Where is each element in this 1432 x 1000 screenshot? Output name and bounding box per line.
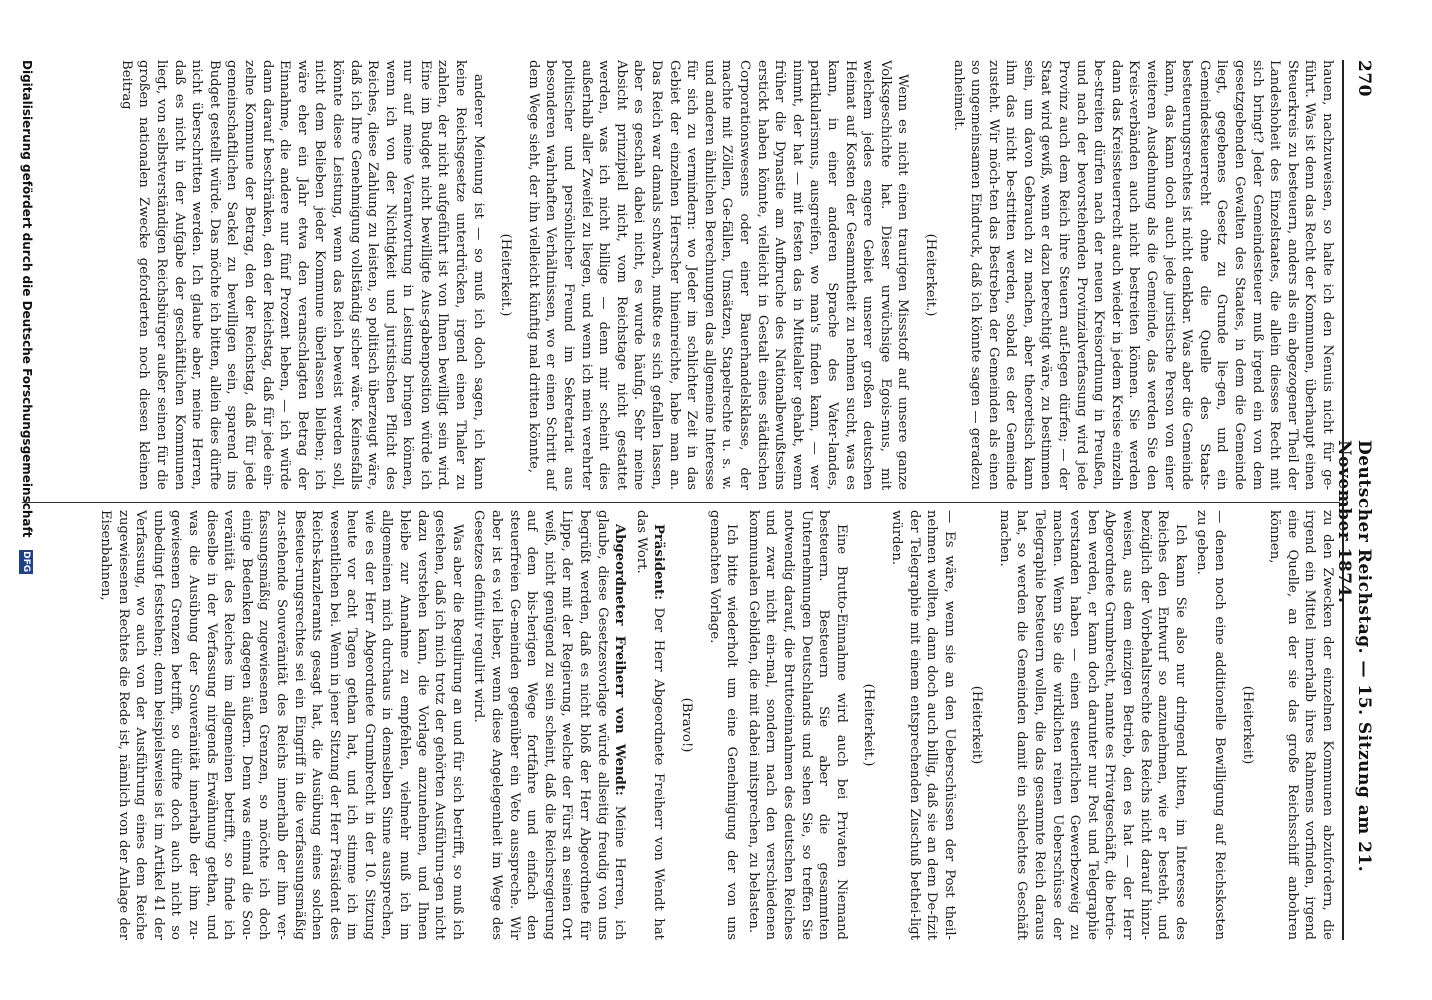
paragraph: hauen, nachzuweisen, so halte ich den Nenuis nicht für ge-führt. Was ist denn das Recht der Kommunen, überhaupt einen Steuerkreis zu besteuern, anders als ein abgezogener Theil der Landeshoheit des Einzelstaates, die allein diesses Recht mit sich bringt? Jeder Gemeindesteuer muß irgend ein von dem gesetzgebenden Gewalten des Staates, in dem die Gemeinde liegt, gegebenes Gesetz zu Grunde lie-gen, und ein Gemeindesteuerrecht ohne die Quelle des Staats-besteuerungsrechtes ist nicht denkbar. Was aber die Gemeinde kann, das kann doch auch jede juristische Person von einer weiteren Ausdehnung als die Gemeinde, das werden Sie den Kreis-verbänden auch nicht bestreiten können. Sie werden dann das Kreissteuerrecht auch wieder in jedem Kreise einzeln be-streiten dürfen nach der neuen Kreisordnung in Preußen, und nach der bevorstehenden Provinzialverfassung wird jede Provinz auch dem Reich ihre Steuern auf-legen dürfen; — der Staat wird gewiß, wenn er dazu berechtigt wäre, zu bestimmen sein, um davon Gebrauch zu machen, aber theoretisch kann ihm das nicht be-stritten werden, sobald es der Gemeinde zusteht. Wir möch-ten das Bestreben der Gemeinden als einen so ungemeinsamen Eindruck, daß ich könnte sagen — geradezu anheimelt.	[950, 60, 1335, 490]
stage-direction: (Bravo!)	[679, 697, 694, 753]
footer-text: Digitalisierung gefördert durch die Deutsche Forschungsgemeinschaft	[20, 60, 34, 538]
paragraph: zu den Zwecken der einzelnen Kommunen abzufordern, die irgend ein Mittel innerhalb ihres Rahmens vorfinden, irgend eine Quelle, an der sie das große Reichsschiff anbohren können,	[1267, 510, 1335, 940]
header-rule	[1342, 60, 1344, 940]
paragraph	[470, 510, 628, 940]
stage-direction: (Heiterkeit)	[969, 685, 985, 765]
speech-text: Meine Herren, ich glaube, diese Gesetzesvorlage würde allseitig freudig von uns begrüßt werden, daß es nicht bloß der Herr Abgeordnete für Lippe, der mit der Regierung, welche der Fürst an seinen Ort weiß, nicht genügend zu sein scheint, daß die Reichsregierung auf dem bis-herigen Wege fortfahre und einfach den steuerfreien Ge-meinden gegenüber ein Veto ausspreche. Wir aber ist es viel lieber, wenn diese Angelegenheit im Wege des Gesetzes definitiv regulirt wird.	[471, 510, 628, 940]
page-number: 270	[1354, 60, 1374, 97]
speaker-name: Abgeordneter Freiherr von Wendt:	[612, 524, 628, 796]
paragraph: — Es wäre, wenn sie an den Ueberschüssen der Post theil-nehmen wollten, dann doch auch billig, daß sie an dem De-fizit der Telegraphie mit einem entsprechenden Zuschuß bethei-ligt würden.	[888, 510, 957, 940]
paragraph: Ich kann Sie also nur dringend bitten, im Interesse des Reiches den Entwurf so anzunehmen, wie er besteht, und bezüglich der Vorbehaltsrechte des Reichs nicht darauf hinzu-weisen, aus dem einzigen Betrieb, den es hat — der Herr Abgeordnete Grumbrecht, nannte es Privatgeschäft, die betrie-ben werden, er kann doch darunter nur Post und Telegraphie verstanden haben — einen steuerlichen Gewerbezweig zu machen. Wenn Sie die wirklichen reinen Ueberschüsse der Telegraphie besteuern wollen, die das gesammte Reich daraus hat, so werden die Gemeinden damit ein schlechtes Geschäft machen.	[996, 510, 1188, 940]
speaker-name: Präsident:	[651, 524, 667, 601]
right-column	[92, 510, 1336, 940]
column-divider	[22, 502, 1340, 503]
dfg-logo: DFG	[21, 551, 32, 573]
stage-direction: (Heiterkeit.)	[861, 683, 877, 767]
paragraph	[632, 510, 667, 940]
paragraph: Ich bitte wiederholt um eine Genehmigung der von uns gemachten Vorlage.	[706, 510, 740, 940]
paragraph: Wenn es nicht einen traurigen Missstoff auf unsere ganze Volksgeschichte hat. Dieser urwüchsige Egois-mus, mit welchem jedes engere Gebiet unserer großen deutschen Heimat auf Kosten der Gesammtheit zu nehmen sucht, was es kann, in einer anderen Sprache des Vater-landes, partikularismus, ausgreifen, wo man's finden kann, — wer nimmt, der hat — mit festen das in Mittelalter gehabt, wenn früher die Dynastie am Aufbruche des Nationalbewußtseins erstickt haben könnte, vielleicht in Gestalt eines städtischen Corporationswesens oder einer Bauerhandelsklasse, der machte mit Zöllen, Ge-fällen, Umsätzen, Stapelrechte u. s. w. und anderen ähnlichen Berechnungen das allgemeine Interesse für sich zu vermindern: wo Jeder im schlichter Zeit in das Gebiet der einzelnen Herrscher hineinreichte, habe man an. Das Reich war damals schwach, mußte es sich gefallen lassen, aber es geschah dabei nicht, es wurde häufig. Sehr meine Absicht prinzipiell nicht, vom Reichstage nicht gestattet werden, was ich nicht billige — denn mir scheint dies außerhalb aller Zweifel zu liegen, und wenn ich mein verehrter politischer und persönlicher Freund im Sekretariat aus besonderen wahrhaften Verhältnissen, wo er einen Schritt auf dem Wege sieht, der ihn vielleicht künftig mal dritten könnte,	[525, 60, 911, 490]
paragraph: Eine Brutto-Einnahme wird auch bei Privaten Niemand besteuern. Besteuern Sie aber die gesammten Unternehmungen Deutschlands und sehen Sie, so treffen Sie notwendig darauf, die Bruttoeinnahmen des deutschen Reiches und zwar nicht ein-mal, sondern nach den verschiedenen kommunalen Gebilden, die mit dabei mitsprechen, zu belasten.	[745, 510, 849, 940]
left-column	[113, 60, 1336, 490]
speech-text: Der Herr Abgeordnete Freiherr von Wendt hat das Wort.	[633, 510, 667, 940]
paragraph: — denen noch eine additionelle Bewilligung auf Reichskosten zu geben.	[1194, 510, 1228, 940]
page-title: Deutscher Reichstag. — 15. Sitzung am 21. November 1874.	[1334, 440, 1374, 873]
paragraph: Was aber die Regulirung an und für sich betrifft, so muß ich gestehen, daß ich mich trotz der gehörten Ausführun-gen nicht dazu verstehen kann, die Vorlage anzunehmen, und Ihnen bleibe zur Annahme zu empfehlen, vielmehr muß ich im allgemeinen mich durchaus in demselben Sinne aussprechen, wie es der Herr Abgeordnete Grumbrecht in der 10. Sitzung heute vor acht Tagen gethan hat, und ich stimme ich im wesentlichen bei. Wenn in jener Sitzung der Herr Präsident des Reichs-kanzleramts gesagt hat, die Ausübung eines solchen Besteue-rungsrechtes sei ein Eingriff in die verfassungsmäßig zu-stehende Souveränität des Reichs innerhalb der ihm ver-fassungsmäßig zugewiesenen Grenzen, so möchte ich doch einige Bedenken dagegen äußern. Denn was einmal die Sou-veränität des Reiches im allgemeinen betrifft, so finde ich dieselbe in der Verfassung nirgends Erwähnung gethan, und was die Ausübung der Souveränität innerhalb der ihm zu-gewiesenen Grenzen betrifft, so dürfte doch auch nicht so unbedingt feststehen; denn beispielsweise ist im Artikel 41 der Verfassung, wo auch von der Ausführung eines dem Reiche zugewiesenen Rechtes die Rede ist, nämlich von der Anlage der Eisenbahnen,	[98, 510, 465, 940]
page-header	[1334, 60, 1374, 940]
paragraph: anderer Meinung ist — so muß ich doch sagen, ich kann keine Reichsgesetze unterdrücken, irgend einen Thaler zu zahlen, der nicht aufgeführt ist von Ihnen bewilligt sein wird. Eine im Budget nicht bewilligte Aus-gabenposition würde ich nur auf meine Verantwortung in Leistung bringen können, wenn ich von der Nichtigkeit und juristischen Pflicht des Reiches, diese Zahlung zu leisten, so politisch überzeugt wäre, daß ich Ihre Genehmigung vollständig sicher wäre. Keinesfalls könnte diese Leistung, wenn das Reich beweist werden soll, nicht dem Belieben jeder Kommune überlassen bleiben; ich wäre eher ein Jahr etwa den veranschlagten Betrag der Einnahme, die andere nur fünf Prozent heben, — ich würde dann darauf beschränken, den der Reichstag, daß für jede ein-zelne Kommune der Betrag, den der Reichstag, daß für jede gemeinschaftlichen Sackel zu bewilligen sein, sparend ins Budget gestellt würde. Das möchte ich bitten, allein dies dürfte nicht überschritten werden. Ich glaube aber, meine Herren, daß es nicht in der Aufgabe der geschäftlichen Kommunen liegt, von selbstverständigen Reichsbürger außer seinen für die großen nationalen Zwecke geforderten noch diesen kleinen Beitrag	[118, 60, 486, 490]
footer	[20, 60, 35, 960]
stage-direction: (Heiterkeit)	[1239, 685, 1255, 765]
stage-direction: (Heiterkeit.)	[922, 233, 938, 317]
stage-direction: (Heiterkeit.)	[498, 233, 514, 317]
